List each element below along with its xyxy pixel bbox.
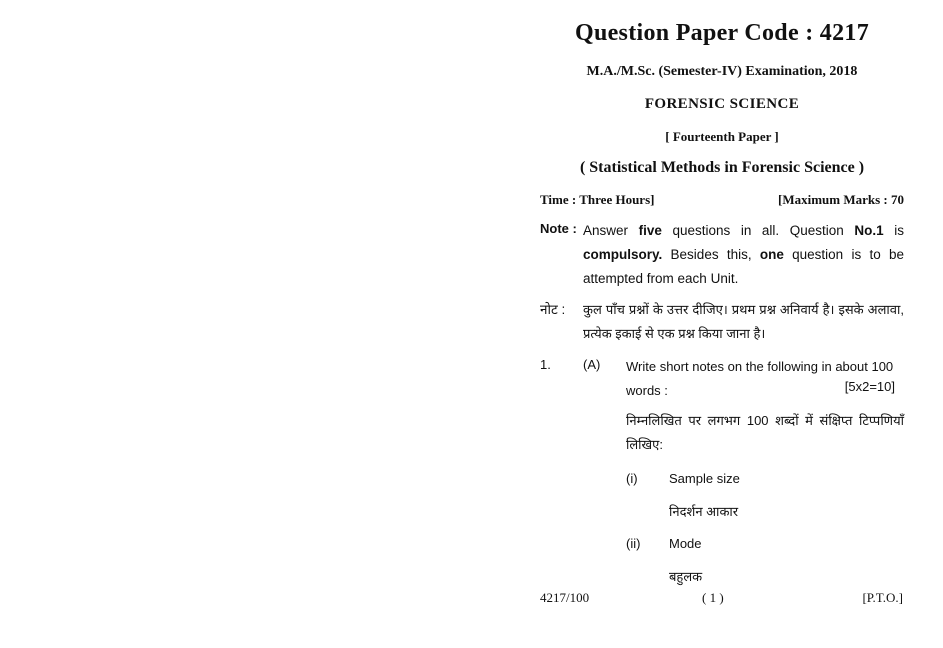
note-bold-five: five	[638, 223, 662, 238]
hindi-note-label: नोट :	[540, 302, 566, 317]
hindi-note-text: कुल पाँच प्रश्नों के उत्तर दीजिए। प्रथम प्रश्न अनिवार्य है। इसके अलावा, प्रत्येक इकाई से एक प्रश्न किया जाना है।	[583, 302, 904, 341]
time-allowed: Time : Three Hours]	[540, 192, 655, 207]
note-text-part: Besides this,	[662, 247, 760, 262]
subject-name: FORENSIC SCIENCE	[644, 96, 800, 112]
paper-number: [ Fourteenth Paper ]	[665, 129, 779, 144]
note-text-part: questions in all. Question	[661, 223, 855, 238]
note-label: Note :	[540, 221, 577, 236]
question-text: Write short notes on the following in about 100 words :	[626, 359, 894, 398]
note-text-part: Answer	[583, 223, 639, 238]
question-number: 1.	[540, 357, 551, 372]
maximum-marks: [Maximum Marks : 70	[777, 192, 904, 207]
footer-page-number: ( 1 )	[702, 590, 724, 605]
note-text-part: question is to be attempted from each Unit.	[583, 247, 904, 286]
paper-code-title: Question Paper Code : 4217	[574, 20, 870, 46]
sub-item-english: Sample size	[669, 471, 740, 486]
sub-item-hindi: बहुलक	[669, 569, 703, 584]
sub-item-hindi: निदर्शन आकार	[669, 504, 739, 519]
sub-item-number: (i)	[626, 471, 638, 486]
question-hindi-text: निम्नलिखित पर लगभग 100 शब्दों में संक्षिप्त टिप्पणियाँ लिखिए:	[626, 413, 904, 452]
question-part: (A)	[583, 357, 601, 372]
sub-item-english: Mode	[669, 536, 702, 551]
course-name: ( Statistical Methods in Forensic Science )	[579, 159, 865, 176]
question-marks: [5x2=10]	[844, 379, 895, 394]
note-bold-one: one	[759, 247, 784, 262]
footer-pto: [P.T.O.]	[862, 590, 903, 605]
sub-item-number: (ii)	[626, 536, 641, 551]
note-bold-compulsory: compulsory.	[583, 247, 663, 262]
note-text	[583, 219, 904, 291]
note-text-part: is	[883, 223, 904, 238]
footer-paper-code: 4217/100	[540, 590, 590, 605]
exam-name: M.A./M.Sc. (Semester-IV) Examination, 2018	[586, 64, 858, 79]
note-bold-no1: No.1	[854, 223, 884, 238]
